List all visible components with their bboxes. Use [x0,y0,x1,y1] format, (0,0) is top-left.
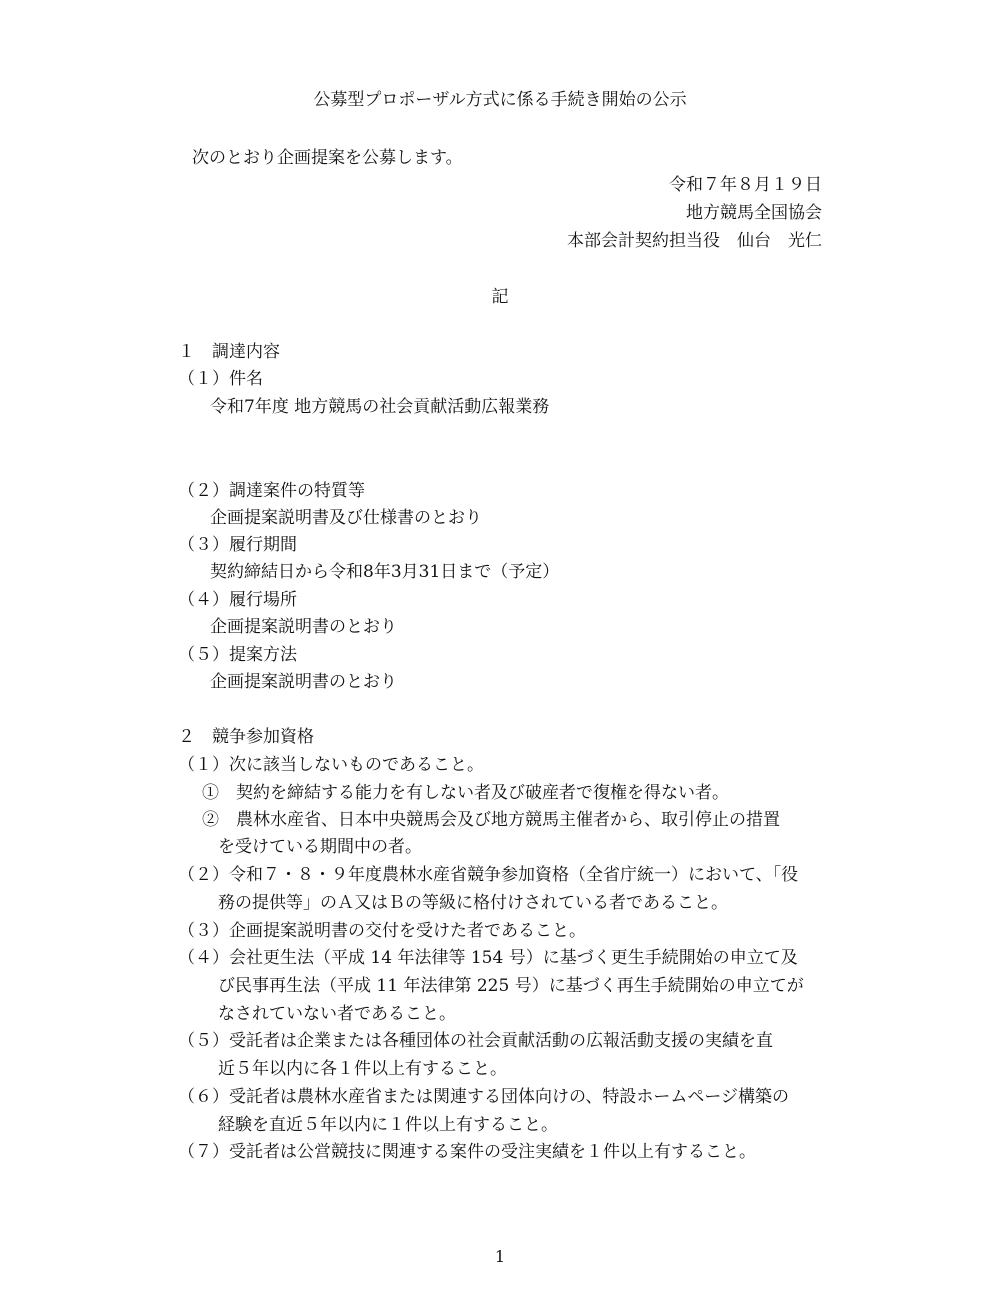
intro-text: 次のとおり企画提案を公募します。 [192,148,463,168]
section-1-heading: １ 調達内容 [178,342,280,362]
qual-5-line1: （５）受託者は企業または各種団体の社会貢献活動の広報活動支援の実績を直 [178,1031,773,1051]
qual-2-line2: 務の提供等」のＡ又はＢの等級に格付けされている者であること。 [218,893,728,913]
qual-6-line2: 経験を直近５年以内に１件以上有すること。 [218,1115,558,1135]
qual-1a: ① 契約を締結する能力を有しない者及び破産者で復権を得ない者。 [202,783,729,803]
item-3-text: 契約締結日から令和8年3月31日まで（予定） [210,562,560,582]
officer-name: 本部会計契約担当役 仙台 光仁 [567,231,822,251]
qual-6-line1: （６）受託者は農林水産省または関連する団体向けの、特設ホームページ構築の [178,1087,789,1107]
item-1-text: 令和7年度 地方競馬の社会貢献活動広報業務 [210,397,550,417]
item-4-text: 企画提案説明書のとおり [210,617,397,637]
qual-1: （１）次に該当しないものであること。 [178,755,484,775]
item-1-label: （１）件名 [178,369,263,389]
qual-3: （３）企画提案説明書の交付を受けた者であること。 [178,921,586,941]
item-4-label: （４）履行場所 [178,590,297,610]
qual-4-line3: なされていない者であること。 [218,1004,456,1024]
ki-heading: 記 [491,287,509,307]
page-title: 公募型プロポーザル方式に係る手続き開始の公示 [313,90,687,110]
qual-2-line1: （２）令和７・８・９年度農林水産省競争参加資格（全省庁統一）において、「役 [178,865,799,885]
qual-7: （７）受託者は公営競技に関連する案件の受注実績を１件以上有すること。 [178,1142,756,1162]
qual-4-line2: び民事再生法（平成 11 年法律第 225 号）に基づく再生手続開始の申立てが [218,976,804,996]
qual-4-line1: （４）会社更生法（平成 14 年法律等 154 号）に基づく更生手続開始の申立て及 [178,948,798,968]
section-2-heading: ２ 競争参加資格 [178,727,314,747]
item-2-label: （２）調達案件の特質等 [178,481,365,501]
organization-name: 地方競馬全国協会 [686,203,822,223]
qual-1b-line2: を受けている期間中の者。 [218,837,422,857]
item-3-label: （３）履行期間 [178,535,297,555]
item-5-text: 企画提案説明書のとおり [210,672,397,692]
item-5-label: （５）提案方法 [178,645,297,665]
qual-1b-line1: ② 農林水産省、日本中央競馬会及び地方競馬主催者から、取引停止の措置 [202,810,780,830]
issue-date: 令和７年８月１９日 [669,175,822,195]
page-number: 1 [494,1247,506,1266]
item-2-text: 企画提案説明書及び仕様書のとおり [210,508,482,528]
qual-5-line2: 近５年以内に各１件以上有すること。 [218,1059,507,1079]
